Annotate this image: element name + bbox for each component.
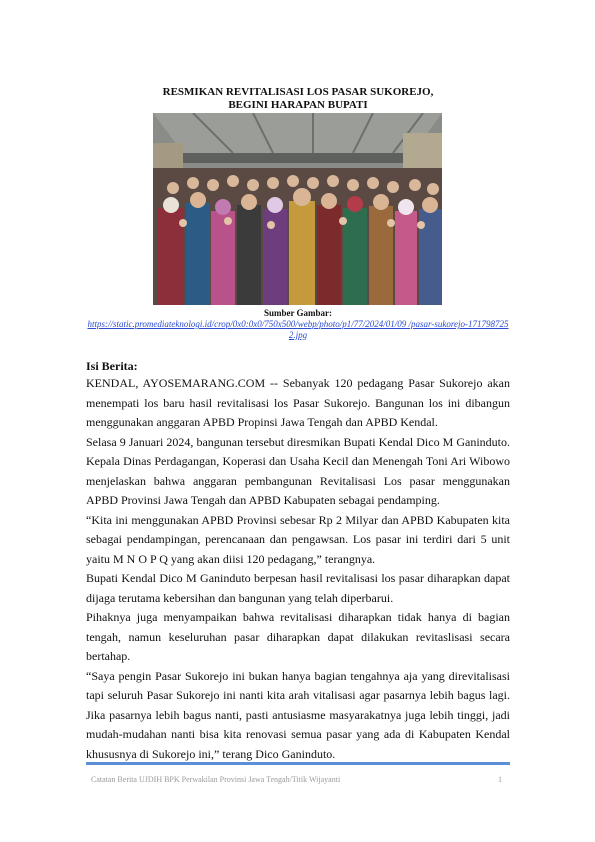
paragraph-5: Pihaknya juga menyampaikan bahwa revitalisasi diharapkan tidak hanya di bagian tengah, namun keseluruhan pasar diharapkan dapat dilakukan revitaslisasi secara bertahap. <box>86 610 510 663</box>
article-title-line-2: BEGINI HARAPAN BUPATI <box>228 99 368 111</box>
paragraph-3: “Kita ini menggunakan APBD Provinsi sebesar Rp 2 Milyar dan APBD Kabupaten kita sebagai pendampingan, perencanaan dan pengawsan. Los pasar ini terdiri dari 5 unit yaitu M N O P Q yang akan diisi 120 pedagang,” terangnya. <box>86 512 510 566</box>
paragraph-2: Selasa 9 Januari 2024, bangunan tersebut diresmikan Bupati Kendal Dico M Ganinduto. Kepala Dinas Perdagangan, Koperasi dan Usaha Kecil dan Menengah Toni Ari Wibowo menjelaskan bahwa anggaran pembangunan Revitalisasi Los pasar menggunakan APBD Provinsi Jawa Tengah dan APBD Kabupaten sebagai pendamping. <box>86 434 510 507</box>
paragraph-4: Bupati Kendal Dico M Ganinduto berpesan hasil revitalisasi los pasar diharapkan dapat dijaga terutama kebersihan dan bangunan yang telah diperbarui. <box>86 571 510 605</box>
paragraph-1: KENDAL, AYOSEMARANG.COM -- Sebanyak 120 pedagang Pasar Sukorejo akan menempati los baru hasil revitalisasi los Pasar Sukorejo. Bangunan los ini dibangun menggunakan anggaran APBD Propinsi Jawa Tengah dan APBD Kendal. <box>86 376 510 429</box>
section-label: Isi Berita: <box>86 359 138 373</box>
footer-text: Catatan Berita UJDIH BPK Perwakilan Provinsi Jawa Tengah/Titik Wijayanti <box>91 775 341 784</box>
footer-divider <box>86 762 510 765</box>
page-number: 1 <box>498 775 502 784</box>
paragraph-6: “Saya pengin Pasar Sukorejo ini bukan hanya bagian tengahnya aja yang direvitalisasi tapi seluruh Pasar Sukorejo ini nanti kita arah vitalisasi agar pasarnya lebih bagus lagi. Jika pasarnya lebih bagus nanti, pasti antusiasme masyarakatnya juga lebih tinggi, jadi mudah-mudahan nanti bisa kita renovasi semua pasar yang ada di Kabupaten Kendal khususnya di Sukorejo ini,” terang Dico Ganinduto. <box>86 668 510 761</box>
article-body <box>86 358 510 764</box>
article-title-line-1: RESMIKAN REVITALISASI LOS PASAR SUKOREJO, <box>162 86 434 98</box>
image-source-link[interactable]: https://static.promediateknologi.id/crop/0x0:0x0/750x500/webp/photo/p1/77/2024/01/09 /pasar-sukorejo-1717987252.jpg <box>87 319 509 340</box>
news-photo <box>153 113 442 305</box>
image-source-label: Sumber Gambar: <box>263 308 333 318</box>
article-title <box>86 86 510 112</box>
